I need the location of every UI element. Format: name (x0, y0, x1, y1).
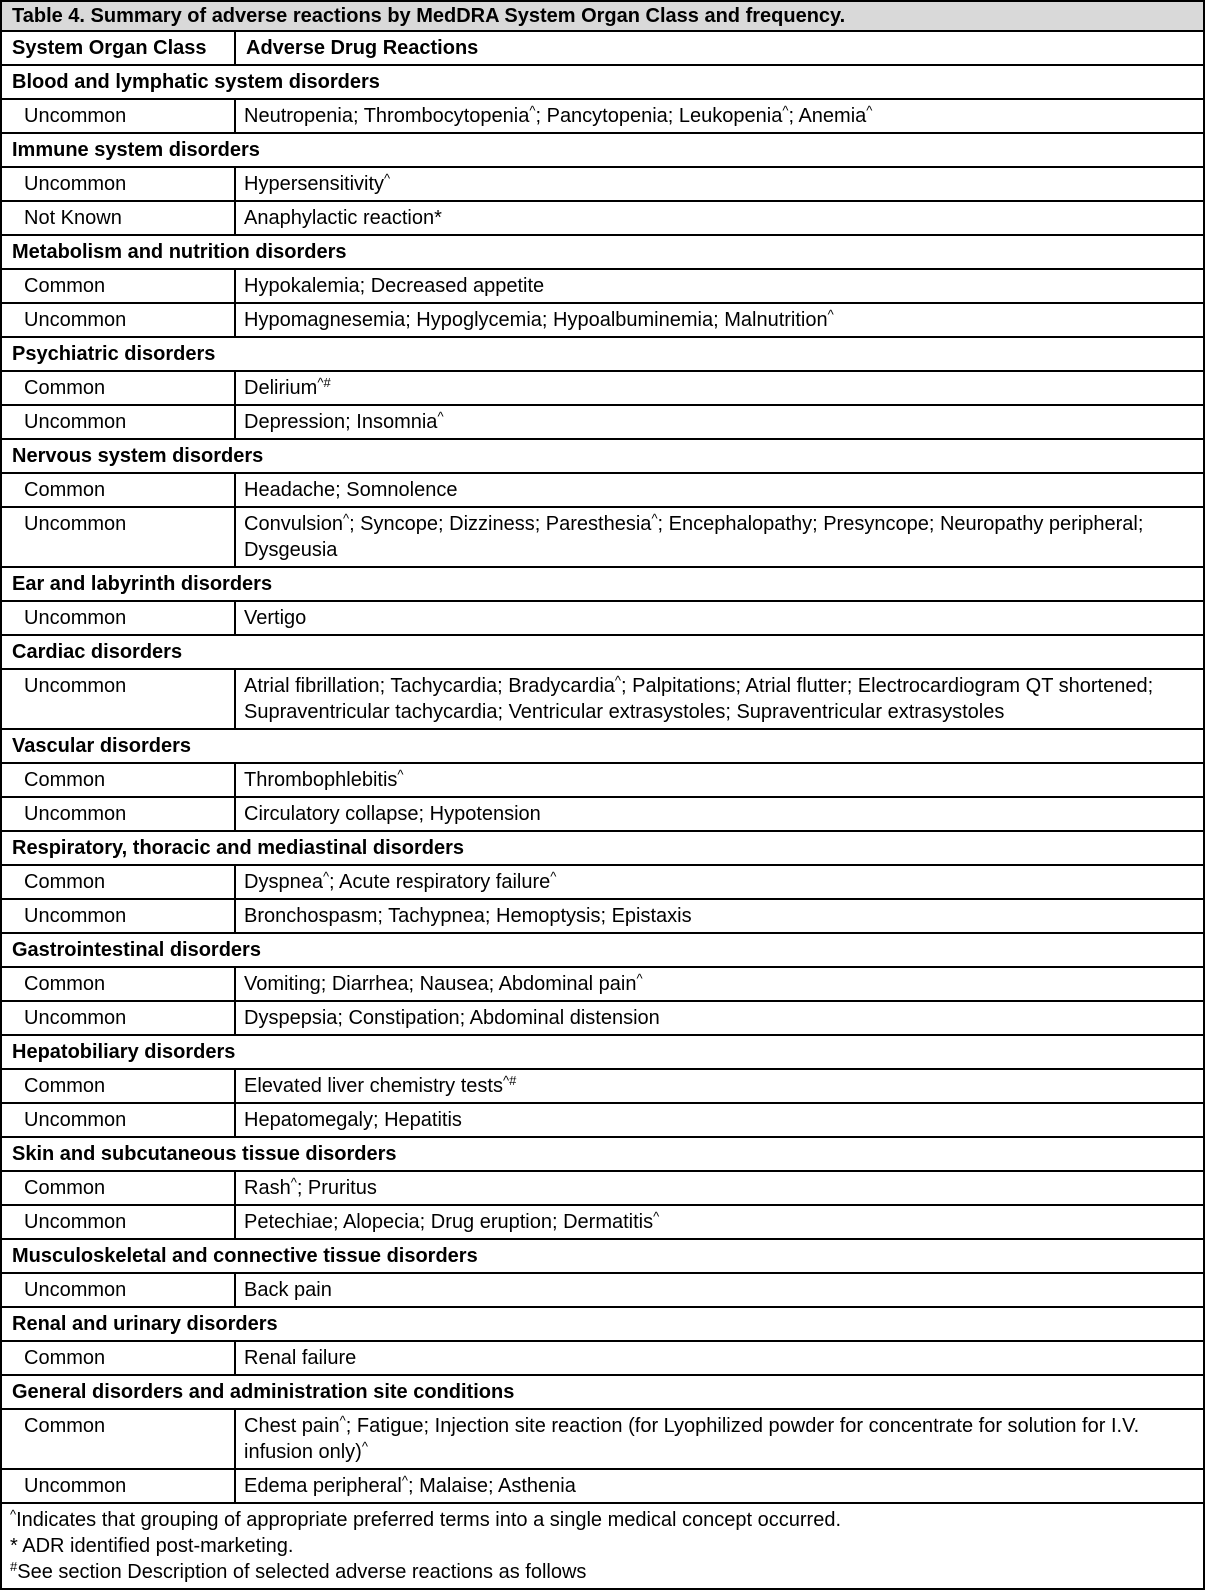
system-organ-class-label: Ear and labyrinth disorders (1, 567, 1204, 601)
table-row (1, 1205, 1204, 1239)
table-row (1, 371, 1204, 405)
system-organ-class-label: Blood and lymphatic system disorders (1, 65, 1204, 99)
frequency-cell: Common (1, 1341, 235, 1375)
soc-row (1, 1137, 1204, 1171)
frequency-cell: Uncommon (1, 899, 235, 933)
soc-row (1, 235, 1204, 269)
reactions-cell: Elevated liver chemistry tests^# (235, 1069, 1204, 1103)
frequency-cell: Uncommon (1, 405, 235, 439)
reactions-cell: Bronchospasm; Tachypnea; Hemoptysis; Epistaxis (235, 899, 1204, 933)
table-row (1, 1409, 1204, 1469)
soc-row (1, 635, 1204, 669)
footnote-post-marketing: * ADR identified post-marketing. (10, 1535, 294, 1557)
reactions-cell: Edema peripheral^; Malaise; Asthenia (235, 1469, 1204, 1503)
reactions-cell: Back pain (235, 1273, 1204, 1307)
system-organ-class-label: Hepatobiliary disorders (1, 1035, 1204, 1069)
table-row (1, 1103, 1204, 1137)
frequency-cell: Uncommon (1, 507, 235, 567)
frequency-cell: Common (1, 1409, 235, 1469)
reactions-cell: Petechiae; Alopecia; Drug eruption; Dermatitis^ (235, 1205, 1204, 1239)
table-row (1, 865, 1204, 899)
frequency-cell: Not Known (1, 201, 235, 235)
soc-row (1, 65, 1204, 99)
reactions-cell: Anaphylactic reaction* (235, 201, 1204, 235)
table-row (1, 507, 1204, 567)
table-row (1, 99, 1204, 133)
system-organ-class-label: Musculoskeletal and connective tissue disorders (1, 1239, 1204, 1273)
frequency-cell: Uncommon (1, 1205, 235, 1239)
system-organ-class-label: Metabolism and nutrition disorders (1, 235, 1204, 269)
table-row (1, 201, 1204, 235)
frequency-cell: Common (1, 1171, 235, 1205)
reactions-cell: Depression; Insomnia^ (235, 405, 1204, 439)
table-row (1, 797, 1204, 831)
reactions-cell: Convulsion^; Syncope; Dizziness; Paresthesia^; Encephalopathy; Presyncope; Neuropathy peripheral; Dysgeusia (235, 507, 1204, 567)
system-organ-class-label: Vascular disorders (1, 729, 1204, 763)
frequency-cell: Uncommon (1, 303, 235, 337)
reactions-cell: Vertigo (235, 601, 1204, 635)
caption-row (1, 1, 1204, 31)
footnotes-row (1, 1503, 1204, 1589)
system-organ-class-label: Psychiatric disorders (1, 337, 1204, 371)
header-system-organ-class: System Organ Class (1, 31, 235, 65)
frequency-cell: Common (1, 865, 235, 899)
frequency-cell: Uncommon (1, 669, 235, 729)
table-row (1, 1001, 1204, 1035)
frequency-cell: Common (1, 371, 235, 405)
reactions-cell: Circulatory collapse; Hypotension (235, 797, 1204, 831)
table-row (1, 967, 1204, 1001)
reactions-cell: Atrial fibrillation; Tachycardia; Bradycardia^; Palpitations; Atrial flutter; Electrocardiogram QT shortened; Supraventricular tachycardia; Ventricular extrasystoles; Supraventricular extrasystoles (235, 669, 1204, 729)
system-organ-class-label: Immune system disorders (1, 133, 1204, 167)
table-row (1, 269, 1204, 303)
table-row (1, 303, 1204, 337)
table-row (1, 1171, 1204, 1205)
header-row (1, 31, 1204, 65)
soc-row (1, 439, 1204, 473)
frequency-cell: Common (1, 269, 235, 303)
system-organ-class-label: Respiratory, thoracic and mediastinal disorders (1, 831, 1204, 865)
reactions-cell: Dyspnea^; Acute respiratory failure^ (235, 865, 1204, 899)
table-row (1, 669, 1204, 729)
frequency-cell: Uncommon (1, 797, 235, 831)
table-row (1, 1341, 1204, 1375)
reactions-cell: Renal failure (235, 1341, 1204, 1375)
soc-row (1, 1239, 1204, 1273)
frequency-cell: Uncommon (1, 1469, 235, 1503)
frequency-cell: Uncommon (1, 1103, 235, 1137)
table-row (1, 899, 1204, 933)
soc-row (1, 567, 1204, 601)
reactions-cell: Hypokalemia; Decreased appetite (235, 269, 1204, 303)
soc-row (1, 1307, 1204, 1341)
footnotes-cell (1, 1503, 1204, 1589)
reactions-cell: Neutropenia; Thrombocytopenia^; Pancytopenia; Leukopenia^; Anemia^ (235, 99, 1204, 133)
frequency-cell: Uncommon (1, 99, 235, 133)
soc-row (1, 133, 1204, 167)
soc-row (1, 1375, 1204, 1409)
table-row (1, 1069, 1204, 1103)
table-row (1, 601, 1204, 635)
table-row (1, 1273, 1204, 1307)
table-row (1, 763, 1204, 797)
reactions-cell: Hypomagnesemia; Hypoglycemia; Hypoalbuminemia; Malnutrition^ (235, 303, 1204, 337)
table-footer (1, 1503, 1204, 1589)
frequency-cell: Uncommon (1, 1273, 235, 1307)
reactions-cell: Delirium^# (235, 371, 1204, 405)
system-organ-class-label: Renal and urinary disorders (1, 1307, 1204, 1341)
frequency-cell: Common (1, 473, 235, 507)
frequency-cell: Common (1, 967, 235, 1001)
system-organ-class-label: Nervous system disorders (1, 439, 1204, 473)
reactions-cell: Rash^; Pruritus (235, 1171, 1204, 1205)
soc-row (1, 337, 1204, 371)
footnote-description: #See section Description of selected adverse reactions as follows (10, 1559, 587, 1583)
system-organ-class-label: General disorders and administration site conditions (1, 1375, 1204, 1409)
system-organ-class-label: Gastrointestinal disorders (1, 933, 1204, 967)
table-row (1, 167, 1204, 201)
reactions-cell: Chest pain^; Fatigue; Injection site reaction (for Lyophilized powder for concentrate for solution for I.V. infusion only)^ (235, 1409, 1204, 1469)
frequency-cell: Common (1, 1069, 235, 1103)
soc-row (1, 933, 1204, 967)
frequency-cell: Common (1, 763, 235, 797)
reactions-cell: Hypersensitivity^ (235, 167, 1204, 201)
reactions-cell: Hepatomegaly; Hepatitis (235, 1103, 1204, 1137)
frequency-cell: Uncommon (1, 601, 235, 635)
table-row (1, 1469, 1204, 1503)
table-caption: Table 4. Summary of adverse reactions by MedDRA System Organ Class and frequency. (1, 1, 1204, 31)
system-organ-class-label: Cardiac disorders (1, 635, 1204, 669)
table-body (1, 1, 1204, 1503)
reactions-cell: Dyspepsia; Constipation; Abdominal distension (235, 1001, 1204, 1035)
system-organ-class-label: Skin and subcutaneous tissue disorders (1, 1137, 1204, 1171)
frequency-cell: Uncommon (1, 1001, 235, 1035)
frequency-cell: Uncommon (1, 167, 235, 201)
soc-row (1, 729, 1204, 763)
header-adverse-drug-reactions: Adverse Drug Reactions (235, 31, 1204, 65)
soc-row (1, 1035, 1204, 1069)
footnote-grouping: ^Indicates that grouping of appropriate preferred terms into a single medical concept occurred. (10, 1507, 842, 1531)
table-row (1, 405, 1204, 439)
reactions-cell: Thrombophlebitis^ (235, 763, 1204, 797)
table-row (1, 473, 1204, 507)
reactions-cell: Vomiting; Diarrhea; Nausea; Abdominal pain^ (235, 967, 1204, 1001)
soc-row (1, 831, 1204, 865)
reactions-cell: Headache; Somnolence (235, 473, 1204, 507)
